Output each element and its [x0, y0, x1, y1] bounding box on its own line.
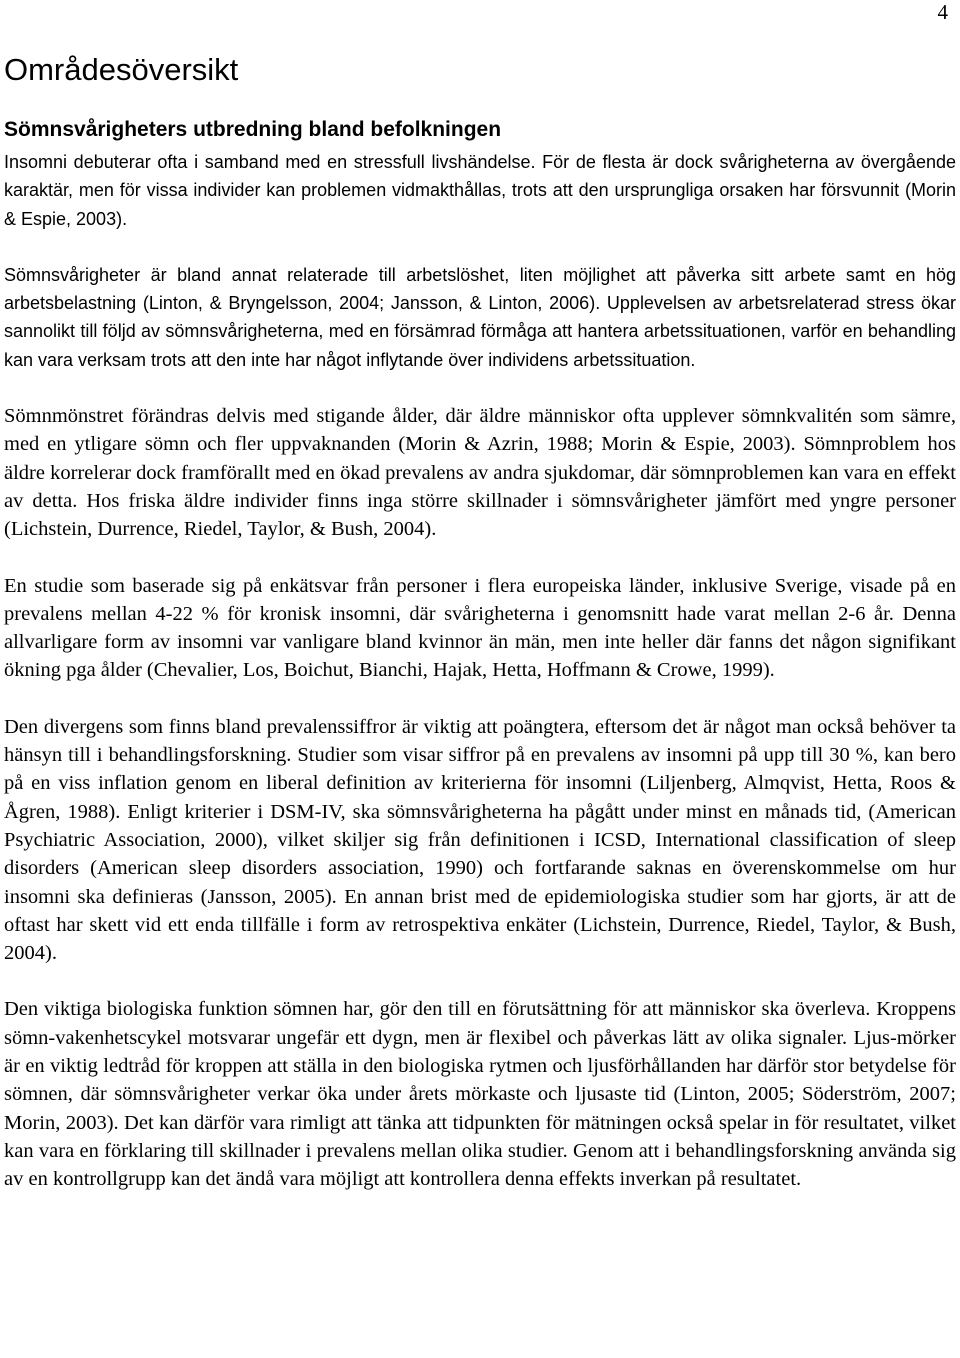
- section-title: Områdesöversikt: [4, 52, 239, 87]
- page-number: 4: [937, 0, 948, 24]
- body-text: [4, 148, 956, 1222]
- paragraph-prevalence-divergence: Den divergens som finns bland prevalenssiffror är viktig att poängtera, eftersom det är något man också behöver ta hänsyn till i behandlingsforskning. Studier som visar siffror på en prevalens av insomni på upp till 30 %, kan bero på en viss inflation genom en liberal definition av kriterierna för insomni (Liljenberg, Almqvist, Hetta, Roos & Ågren, 1988). Enligt kriterier i DSM-IV, ska sömnsvårigheterna ha pågått under minst en månads tid, (American Psychiatric Association, 2000), vilket skiljer sig från definitionen i ICSD, International classification of sleep disorders (American sleep disorders association, 1990) och fortfarande saknas en överenskommelse om hur insomni ska definieras (Jansson, 2005). En annan brist med de epidemiologiska studier som har gjorts, är att de oftast har skett vid ett enda tillfälle i form av retrospektiva enkäter (Lichstein, Durrence, Riedel, Taylor, & Bush, 2004).: [4, 715, 956, 965]
- paragraph-work-factors: Sömnsvårigheter är bland annat relaterade till arbetslöshet, liten möjlighet att påverka sitt arbete samt en hög arbetsbelastning (Linton, & Bryngelsson, 2004; Jansson, & Linton, 2006). Upplevelsen av arbetsrelaterad stress ökar sannolikt till följd av sömnsvårigheterna, med en försämrad förmåga att hantera arbetssituationen, varför en behandling kan vara verksam trots att den inte har något inflytande över individens arbetssituation.: [4, 264, 956, 370]
- paragraph-insomnia-onset: Insomni debuterar ofta i samband med en stressfull livshändelse. För de flesta är dock svårigheterna av övergående karaktär, men för vissa individer kan problemen vidmakthållas, trots att den ursprungliga orsaken har försvunnit (Morin & Espie, 2003).: [4, 152, 956, 229]
- subsection-title: Sömnsvårigheters utbredning bland befolkningen: [4, 118, 502, 141]
- paragraph-age-sleep: Sömnmönstret förändras delvis med stigande ålder, där äldre människor ofta upplever sömnkvalitén som sämre, med en ytligare sömn och fler uppvaknanden (Morin & Azrin, 1988; Morin & Espie, 2003). Sömnproblem hos äldre korrelerar dock framförallt med en ökad prevalens av andra sjukdomar, där sömnproblemen kan vara en effekt av detta. Hos friska äldre individer finns inga större skillnader i sömnsvårigheter jämfört med yngre personer (Lichstein, Durrence, Riedel, Taylor, & Bush, 2004).: [4, 405, 956, 541]
- paragraph-european-study: En studie som baserade sig på enkätsvar från personer i flera europeiska länder, inklusive Sverige, visade på en prevalens mellan 4-22 % för kronisk insomni, där svårigheterna i genomsnitt hade varat mellan 2-6 år. Denna allvarligare form av insomni var vanligare bland kvinnor än män, men inte heller där fanns det någon signifikant ökning pga ålder (Chevalier, Los, Boichut, Bianchi, Hajak, Hetta, Hoffmann & Crowe, 1999).: [4, 574, 956, 682]
- paragraph-biological-function: Den viktiga biologiska funktion sömnen har, gör den till en förutsättning för att människor ska överleva. Kroppens sömn-vakenhetscykel motsvarar ungefär ett dygn, men är flexibel och påverkas lätt av olika signaler. Ljus-mörker är en viktig ledtråd för kroppen att ställa in den biologiska rytmen och ljusförhållanden har därför stor betydelse för sömnen, där sömnsvårigheter verkar öka under årets mörkaste och ljusaste tid (Linton, 2005; Söderström, 2007; Morin, 2003). Det kan därför vara rimligt att tänka att tidpunkten för mätningen också spelar in för resultatet, vilket kan vara en förklaring till skillnader i prevalens mellan olika studier. Genom att i behandlingsforskning använda sig av en kontrollgrupp kan det ändå vara möjligt att kontrollera denna effekts inverkan på resultatet.: [4, 998, 956, 1191]
